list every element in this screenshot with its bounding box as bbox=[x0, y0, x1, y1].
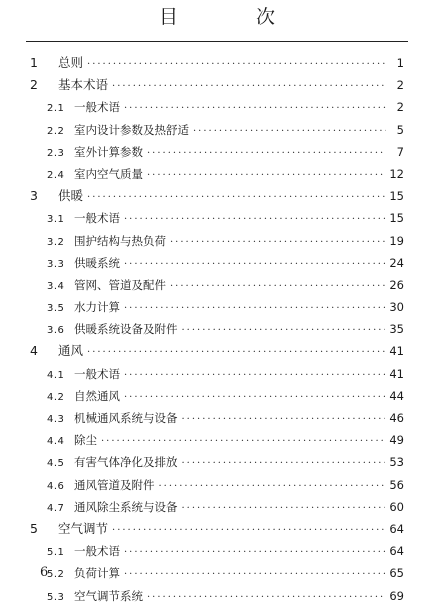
toc-entry[interactable] bbox=[0, 163, 434, 185]
toc-entry[interactable] bbox=[0, 296, 434, 318]
toc-entry-number: 5.2 bbox=[47, 569, 65, 581]
dot-leader bbox=[147, 165, 385, 187]
toc-entry-label: 总则 bbox=[58, 55, 84, 70]
toc-entry-label: 一般术语 bbox=[74, 366, 120, 381]
toc-entry-label: 管网、管道及配件 bbox=[74, 277, 166, 292]
toc-entry-page: 26 bbox=[389, 277, 404, 292]
toc-entry-number: 3.1 bbox=[47, 214, 65, 226]
toc-entry-label: 水力计算 bbox=[74, 300, 120, 315]
toc-entry[interactable] bbox=[0, 363, 434, 385]
toc-entry-label: 围护结构与热负荷 bbox=[74, 233, 166, 248]
dot-leader bbox=[182, 453, 386, 475]
toc-entry-number: 4.6 bbox=[47, 480, 65, 492]
toc-entry-number: 2.1 bbox=[47, 103, 65, 115]
title-divider bbox=[26, 41, 408, 42]
toc-entry[interactable] bbox=[0, 274, 434, 296]
toc-entry-label: 基本术语 bbox=[58, 77, 109, 93]
toc-entry-label: 室内设计参数及热舒适 bbox=[74, 122, 189, 137]
toc-entry[interactable] bbox=[0, 141, 434, 163]
toc-entry-label: 室外计算参数 bbox=[74, 144, 143, 159]
dot-leader bbox=[124, 298, 385, 320]
toc-entry[interactable] bbox=[0, 474, 434, 496]
dot-leader bbox=[124, 209, 385, 231]
dot-leader bbox=[87, 54, 386, 76]
toc-entry[interactable] bbox=[0, 185, 434, 207]
toc-entry-page: 49 bbox=[389, 433, 404, 448]
toc-entry-page: 15 bbox=[389, 211, 404, 226]
toc-entry-label: 有害气体净化及排放 bbox=[74, 455, 178, 470]
toc-entry[interactable] bbox=[0, 451, 434, 473]
toc-entry-label: 机械通风系统与设备 bbox=[74, 411, 178, 425]
toc-entry[interactable] bbox=[0, 518, 434, 540]
toc-entry-label: 供暖系统设备及附件 bbox=[74, 322, 178, 337]
toc-entry-page: 46 bbox=[389, 411, 404, 425]
toc-entry-page: 53 bbox=[389, 455, 404, 470]
toc-entry-page: 41 bbox=[389, 344, 404, 359]
toc-entry[interactable] bbox=[0, 318, 434, 340]
toc-entry-label: 通风 bbox=[58, 343, 84, 359]
toc-entry-number: 3.3 bbox=[47, 258, 65, 270]
toc-entry-label: 一般术语 bbox=[74, 544, 120, 559]
toc-entry[interactable] bbox=[0, 96, 434, 118]
dot-leader bbox=[147, 143, 386, 165]
dot-leader bbox=[101, 431, 385, 453]
dot-leader bbox=[193, 121, 386, 143]
toc-entry-number: 5.3 bbox=[47, 591, 65, 603]
dot-leader bbox=[182, 498, 386, 520]
toc-entry-page: 2 bbox=[396, 78, 404, 93]
toc-entry-page: 12 bbox=[389, 166, 404, 181]
dot-leader bbox=[182, 320, 386, 342]
toc-entry[interactable] bbox=[0, 585, 434, 607]
toc-entry[interactable] bbox=[0, 562, 434, 584]
toc-entry-number: 4.4 bbox=[47, 436, 65, 448]
dot-leader bbox=[112, 520, 385, 542]
toc-entry-number: 5.1 bbox=[47, 547, 65, 559]
toc-entry-page: 64 bbox=[389, 521, 404, 536]
toc-entry-label: 负荷计算 bbox=[74, 566, 120, 581]
toc-entry-number: 4.1 bbox=[47, 369, 65, 381]
toc-entry-label: 除尘 bbox=[74, 433, 97, 448]
toc-entry-page: 2 bbox=[396, 100, 404, 115]
dot-leader bbox=[182, 409, 386, 431]
toc-entry-number: 4.2 bbox=[47, 391, 65, 403]
toc-entry-number: 2.4 bbox=[47, 169, 65, 181]
toc-entry-page: 60 bbox=[389, 499, 404, 514]
toc-entry-label: 空气调节系统 bbox=[74, 588, 143, 603]
toc-entry-number: 3 bbox=[30, 188, 38, 204]
page-title: 目 次 bbox=[158, 6, 312, 28]
table-of-contents bbox=[0, 52, 434, 607]
toc-entry-label: 供暖 bbox=[58, 188, 84, 204]
toc-entry-number: 3.6 bbox=[47, 325, 65, 337]
toc-entry[interactable] bbox=[0, 52, 434, 74]
toc-entry-page: 1 bbox=[396, 56, 404, 70]
toc-entry-page: 44 bbox=[389, 388, 404, 403]
toc-entry-number: 2 bbox=[30, 77, 38, 93]
toc-entry-label: 室内空气质量 bbox=[74, 166, 143, 181]
toc-entry[interactable] bbox=[0, 496, 434, 518]
toc-entry-number: 5 bbox=[30, 520, 38, 536]
page-number: 6 bbox=[40, 565, 49, 580]
dot-leader bbox=[124, 98, 386, 120]
toc-entry-page: 15 bbox=[389, 189, 404, 204]
toc-entry-number: 2.2 bbox=[47, 125, 65, 137]
toc-entry-page: 56 bbox=[389, 477, 404, 492]
toc-entry[interactable] bbox=[0, 407, 434, 429]
toc-entry[interactable] bbox=[0, 74, 434, 96]
toc-entry[interactable] bbox=[0, 429, 434, 451]
dot-leader bbox=[159, 476, 386, 498]
toc-entry[interactable] bbox=[0, 207, 434, 229]
toc-entry-label: 通风除尘系统与设备 bbox=[74, 499, 178, 514]
dot-leader bbox=[124, 564, 385, 586]
toc-entry-label: 通风管道及附件 bbox=[74, 477, 155, 492]
dot-leader bbox=[147, 587, 385, 609]
toc-entry-page: 41 bbox=[389, 366, 404, 381]
toc-entry[interactable] bbox=[0, 252, 434, 274]
toc-entry-number: 4 bbox=[30, 343, 38, 359]
toc-entry-page: 7 bbox=[396, 144, 404, 159]
toc-entry[interactable] bbox=[0, 230, 434, 252]
toc-entry-number: 1 bbox=[30, 55, 38, 70]
toc-entry-number: 4.5 bbox=[47, 458, 65, 470]
toc-entry-number: 4.7 bbox=[47, 502, 65, 514]
toc-entry-page: 69 bbox=[389, 588, 404, 603]
toc-entry-number: 2.3 bbox=[47, 147, 65, 159]
dot-leader bbox=[87, 187, 385, 209]
toc-entry-page: 35 bbox=[389, 322, 404, 337]
toc-entry-page: 24 bbox=[389, 255, 404, 270]
dot-leader bbox=[87, 342, 385, 364]
toc-entry-label: 供暖系统 bbox=[74, 255, 120, 270]
toc-entry[interactable] bbox=[0, 540, 434, 562]
toc-entry-number: 4.3 bbox=[47, 414, 65, 425]
toc-entry[interactable] bbox=[0, 119, 434, 141]
toc-entry-number: 3.4 bbox=[47, 280, 65, 292]
toc-entry-page: 65 bbox=[389, 566, 404, 581]
dot-leader bbox=[124, 365, 385, 387]
toc-entry-number: 3.2 bbox=[47, 236, 65, 248]
toc-entry-label: 一般术语 bbox=[74, 100, 120, 115]
toc-entry[interactable] bbox=[0, 385, 434, 407]
dot-leader bbox=[170, 232, 385, 254]
dot-leader bbox=[112, 76, 386, 98]
toc-entry-page: 19 bbox=[389, 233, 404, 248]
dot-leader bbox=[170, 276, 385, 298]
toc-entry-label: 自然通风 bbox=[74, 388, 120, 403]
toc-entry-page: 5 bbox=[396, 122, 404, 137]
dot-leader bbox=[124, 254, 385, 276]
toc-entry-page: 30 bbox=[389, 300, 404, 315]
toc-entry-label: 空气调节 bbox=[58, 520, 109, 536]
toc-entry[interactable] bbox=[0, 340, 434, 362]
dot-leader bbox=[124, 542, 385, 564]
toc-entry-page: 64 bbox=[389, 544, 404, 559]
dot-leader bbox=[124, 387, 385, 409]
toc-entry-number: 3.5 bbox=[47, 303, 65, 315]
toc-entry-label: 一般术语 bbox=[74, 211, 120, 226]
